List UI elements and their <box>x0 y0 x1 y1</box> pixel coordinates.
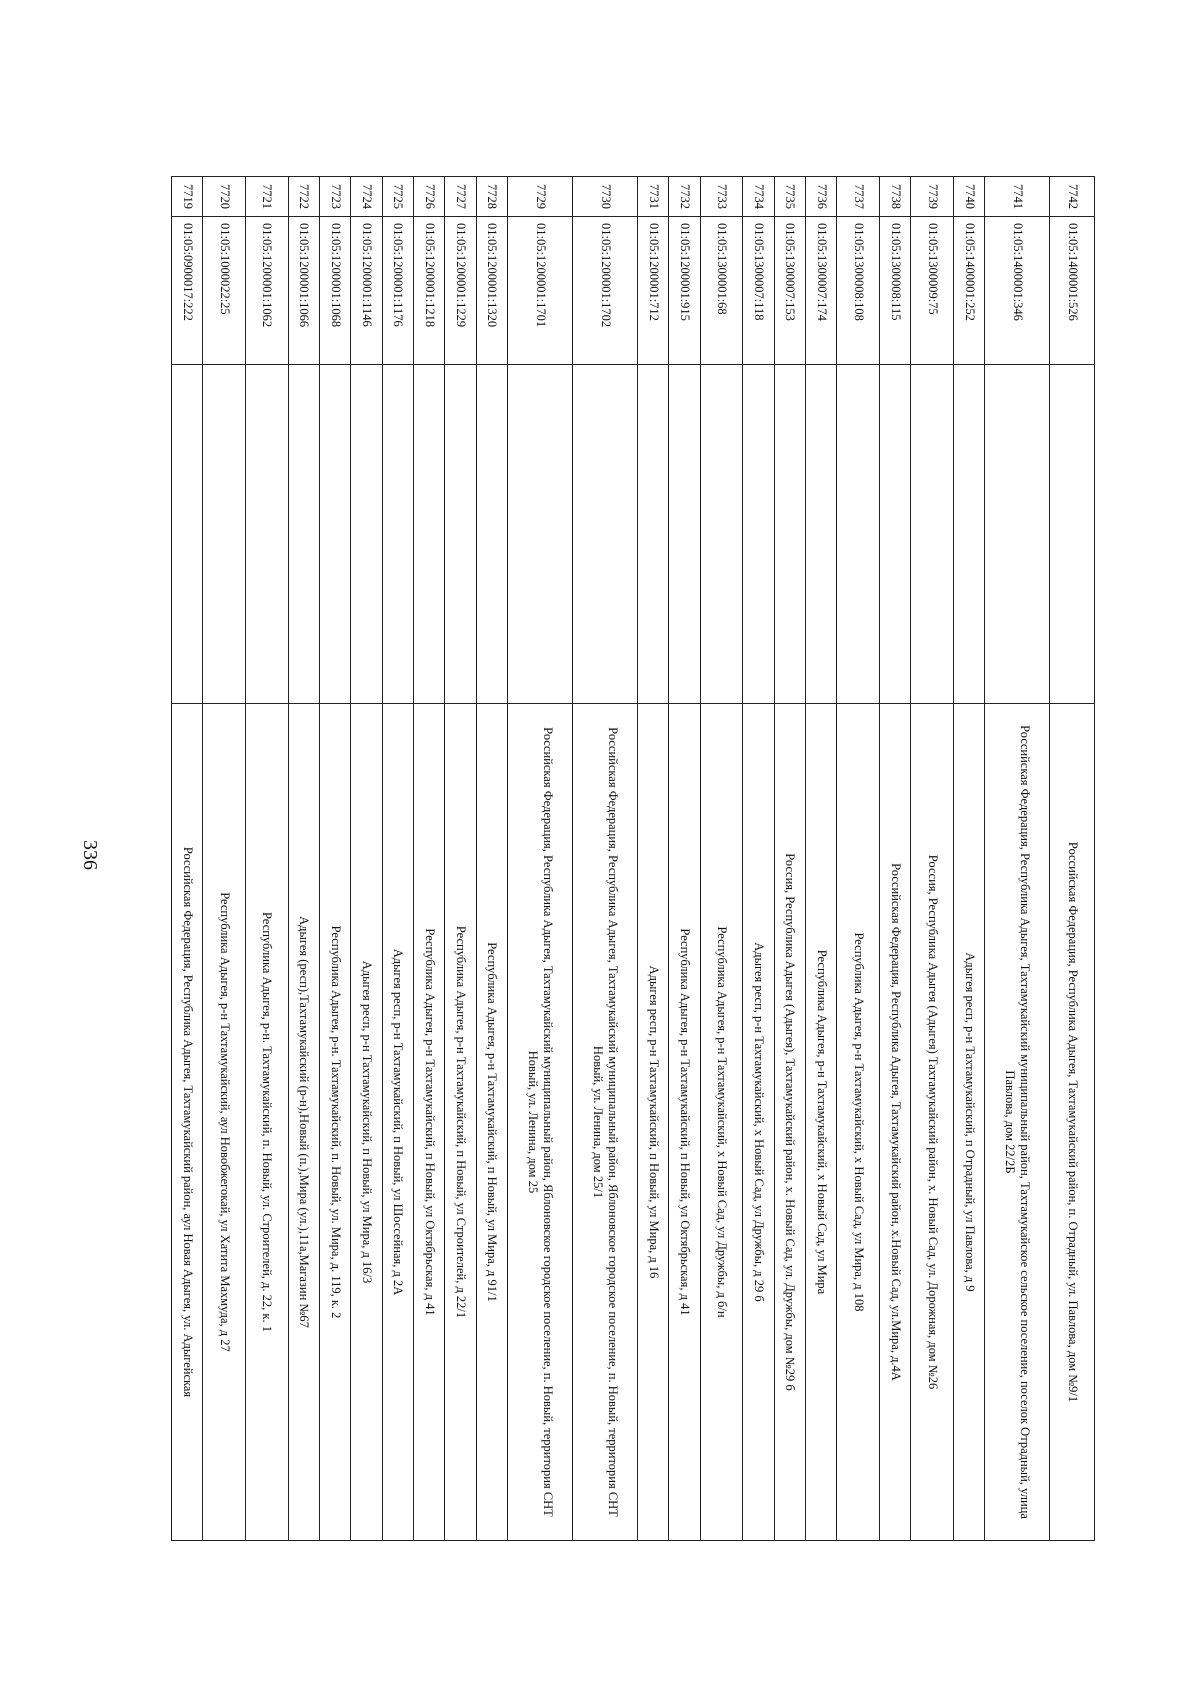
cadastral-number-cell: 01:05:1300007:174 <box>806 217 837 365</box>
table-body <box>172 177 1095 1541</box>
address-cell: Республика Адыгея, р-н Тахтамукайский, аул Новобжегокай, ул Хатита Махмуда, д 27 <box>203 704 246 1541</box>
row-number-cell: 7738 <box>879 177 910 217</box>
table-row <box>382 177 413 1541</box>
empty-cell <box>414 365 445 704</box>
empty-cell <box>382 365 413 704</box>
row-number-cell: 7725 <box>382 177 413 217</box>
cadastral-number-cell: 01:05:1200001:1146 <box>351 217 382 365</box>
empty-cell <box>669 365 700 704</box>
table-row <box>508 177 573 1541</box>
cadastral-number-cell: 01:05:0900017:222 <box>172 217 204 365</box>
row-number-cell: 7727 <box>445 177 476 217</box>
empty-cell <box>319 365 350 704</box>
empty-cell <box>806 365 837 704</box>
address-cell: Республика Адыгея, р-н Тахтамукайский, п Новый, ул Октябрьская, д 41 <box>414 704 445 1541</box>
row-number-cell: 7726 <box>414 177 445 217</box>
empty-cell <box>638 365 669 704</box>
cadastral-number-cell: 01:05:1300007:118 <box>743 217 774 365</box>
row-number-cell: 7740 <box>953 177 984 217</box>
cadastral-number-cell: 01:05:1200001:1702 <box>573 217 638 365</box>
address-cell: Адыгея (респ),Тахтамукайский (р-н),Новый (п.),Мира (ул.),11а,Магазин №67 <box>288 704 319 1541</box>
empty-cell <box>172 365 204 704</box>
row-number-cell: 7723 <box>319 177 350 217</box>
table-row <box>319 177 350 1541</box>
empty-cell <box>508 365 573 704</box>
address-cell: Республика Адыгея, р-н Тахтамукайский, х Новый Сад, ул Мира <box>806 704 837 1541</box>
table-row <box>246 177 289 1541</box>
row-number-cell: 7731 <box>638 177 669 217</box>
address-cell: Российская Федерация, Республика Адыгея, Тахтамукайский район, п. Отрадный, ул. Павлова, дом №9/1 <box>1050 704 1095 1541</box>
empty-cell <box>288 365 319 704</box>
row-number-cell: 7734 <box>743 177 774 217</box>
address-cell: Адыгея респ, р-н Тахтамукайский, п Новый, ул Шоссейная, д 2А <box>382 704 413 1541</box>
address-cell: Россия, Республика Адыгея (Адыгея), Тахтамукайский район, х. Новый Сад, ул. Дружбы, дом №29 б <box>774 704 805 1541</box>
row-number-cell: 7721 <box>246 177 289 217</box>
cadastral-number-cell: 01:05:1300008:115 <box>879 217 910 365</box>
address-cell: Российская Федерация, Республика Адыгея, Тахтамукайский район, аул Новая Адыгея, ул. Адыгейская <box>172 704 204 1541</box>
table-row <box>573 177 638 1541</box>
cadastral-number-cell: 01:05:1200001:712 <box>638 217 669 365</box>
address-cell: Республика Адыгея, р-н Тахтамукайский, х Новый Сад, ул Мира, д 108 <box>837 704 880 1541</box>
table-row <box>445 177 476 1541</box>
address-cell: Республика Адыгея, р-н Тахтамукайский, х Новый Сад, ул Дружбы, д б/н <box>700 704 743 1541</box>
address-cell: Республика Адыгея, р-н Тахтамукайский, п Новый, ул Октябрьская, д 41 <box>669 704 700 1541</box>
table-row <box>700 177 743 1541</box>
empty-cell <box>985 365 1050 704</box>
empty-cell <box>774 365 805 704</box>
empty-cell <box>700 365 743 704</box>
table-row <box>638 177 669 1541</box>
cadastral-number-cell: 01:05:1200001:1229 <box>445 217 476 365</box>
cadastral-number-cell: 01:05:1200001:1218 <box>414 217 445 365</box>
table-row <box>172 177 204 1541</box>
row-number-cell: 7736 <box>806 177 837 217</box>
empty-cell <box>1050 365 1095 704</box>
table-row <box>879 177 910 1541</box>
empty-cell <box>445 365 476 704</box>
cadastral-number-cell: 01:05:1300001:68 <box>700 217 743 365</box>
empty-cell <box>743 365 774 704</box>
table-row <box>911 177 954 1541</box>
cadastral-number-cell: 01:05:1200001:1062 <box>246 217 289 365</box>
address-cell: Республика Адыгея, р-н. Тахтамукайский, п. Новый, ул. Строителей, д. 22, к. 1 <box>246 704 289 1541</box>
row-number-cell: 7735 <box>774 177 805 217</box>
row-number-cell: 7742 <box>1050 177 1095 217</box>
row-number-cell: 7724 <box>351 177 382 217</box>
cadastral-number-cell: 01:05:1400001:346 <box>985 217 1050 365</box>
address-cell: Российская Федерация, Республика Адыгея, Тахтамукайский район, х.Новый Сад, ул.Мира, д.4А <box>879 704 910 1541</box>
address-cell: Адыгея респ, р-н Тахтамукайский, п Отрадный, ул Павлова, д 9 <box>953 704 984 1541</box>
empty-cell <box>879 365 910 704</box>
cadastral-number-cell: 01:05:1300008:108 <box>837 217 880 365</box>
table-row <box>414 177 445 1541</box>
table-row <box>985 177 1050 1541</box>
cadastral-number-cell: 01:05:1300009:75 <box>911 217 954 365</box>
table-row <box>837 177 880 1541</box>
empty-cell <box>351 365 382 704</box>
address-cell: Республика Адыгея, р-н. Тахтамукайский, п. Новый, ул. Мира, д. 119, к. 2 <box>319 704 350 1541</box>
table-row <box>288 177 319 1541</box>
cadastral-number-cell: 01:05:1200001:1701 <box>508 217 573 365</box>
table-row <box>953 177 984 1541</box>
row-number-cell: 7732 <box>669 177 700 217</box>
table-row <box>203 177 246 1541</box>
row-number-cell: 7729 <box>508 177 573 217</box>
address-cell: Российская Федерация, Республика Адыгея, Тахтамукайский муниципальный район, Яблоновское городское поселение, п. Новый, территория СНТ Новый, ул. Ленина, дом 25/1 <box>573 704 638 1541</box>
cadastral-number-cell: 01:05:1200001:915 <box>669 217 700 365</box>
row-number-cell: 7722 <box>288 177 319 217</box>
empty-cell <box>246 365 289 704</box>
table-row <box>351 177 382 1541</box>
cadastral-number-cell: 01:05:1400001:252 <box>953 217 984 365</box>
cadastral-number-cell: 01:05:1400001:526 <box>1050 217 1095 365</box>
row-number-cell: 7720 <box>203 177 246 217</box>
page-number: 336 <box>79 840 101 870</box>
address-cell: Российская Федерация, Республика Адыгея, Тахтамукайский муниципальный район, Яблоновское городское поселение, п. Новый, территория СНТ Новый, ул. Ленина, дом 25 <box>508 704 573 1541</box>
table-frame <box>171 176 1095 1540</box>
empty-cell <box>911 365 954 704</box>
empty-cell <box>476 365 507 704</box>
table-row <box>1050 177 1095 1541</box>
table-row <box>743 177 774 1541</box>
address-cell: Республика Адыгея, р-н Тахтамукайский, п Новый, ул Строителей, д 22/1 <box>445 704 476 1541</box>
empty-cell <box>837 365 880 704</box>
row-number-cell: 7733 <box>700 177 743 217</box>
row-number-cell: 7737 <box>837 177 880 217</box>
table-row <box>774 177 805 1541</box>
table-row <box>806 177 837 1541</box>
table-row <box>476 177 507 1541</box>
row-number-cell: 7730 <box>573 177 638 217</box>
cadastral-number-cell: 01:05:1200001:1176 <box>382 217 413 365</box>
address-cell: Республика Адыгея, р-н Тахтамукайский, п Новый, ул Мира, д 91/1 <box>476 704 507 1541</box>
address-cell: Российская Федерация, Республика Адыгея, Тахтамукайский муниципальный район, Тахтамукайское сельское поселение, поселок Отрадный, улица Павлова, дом 22/2Б <box>985 704 1050 1541</box>
cadastral-number-cell: 01:05:1200001:1066 <box>288 217 319 365</box>
cadastral-number-cell: 01:05:1000022:25 <box>203 217 246 365</box>
row-number-cell: 7739 <box>911 177 954 217</box>
address-cell: Адыгея респ, р-н Тахтамукайский, п Новый, ул Мира, д 16/3 <box>351 704 382 1541</box>
row-number-cell: 7728 <box>476 177 507 217</box>
address-cell: Адыгея респ, р-н Тахтамукайский, п Новый, ул Мира, д 16 <box>638 704 669 1541</box>
cadastral-number-cell: 01:05:1300007:153 <box>774 217 805 365</box>
empty-cell <box>953 365 984 704</box>
cadastral-number-cell: 01:05:1200001:1068 <box>319 217 350 365</box>
empty-cell <box>203 365 246 704</box>
address-cell: Россия, Республика Адыгея (Адыгея) Тахтамукайский район, х. Новый Сад, ул. Дорожная, дом №26 <box>911 704 954 1541</box>
table-row <box>669 177 700 1541</box>
row-number-cell: 7719 <box>172 177 204 217</box>
cadastral-number-cell: 01:05:1200001:1320 <box>476 217 507 365</box>
row-number-cell: 7741 <box>985 177 1050 217</box>
empty-cell <box>573 365 638 704</box>
address-cell: Адыгея респ, р-н Тахтамукайский, х Новый Сад, ул Дружбы, д 29 б <box>743 704 774 1541</box>
cadastral-table <box>171 176 1095 1541</box>
